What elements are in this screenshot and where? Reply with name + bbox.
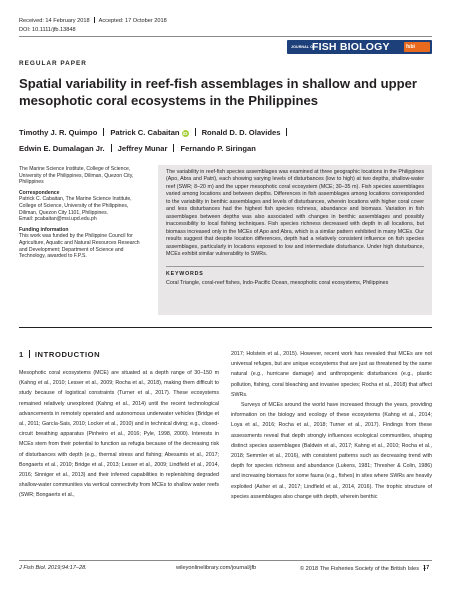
- correspondence-text: Patrick C. Cabaitan, The Marine Science Institute, College of Science, University of the Philippines, Diliman, Quezon City 1101, Philippines.: [19, 196, 132, 216]
- separator: [94, 17, 95, 23]
- author-line-2: [19, 141, 439, 157]
- separator: [286, 128, 287, 136]
- author-name[interactable]: Timothy J. R. Quimpo: [19, 128, 98, 137]
- keywords-divider: [166, 266, 424, 267]
- body-paragraph: Mesophotic coral ecosystems (MCE) are situated at a depth range of 30–150 m (Kahng et al., 2010; Lesser et al., 2009; Rocha et al., 2018), making them difficult to study because of logistical constraints (Turner et al., 2017). These ecosystems remained relatively unexplored (Kahng et al., 2014) until the recent technological advancements in remotely operated and autonomous underwater vehicles (Bridge et al., 2011; García-Sais, 2010; Locker et al., 2010) and in technical diving; e.g., closed-circuit breathing apparatus (Pinheiro et al., 2016; Pyle, 1998, 2000). Interests in MCEs stem from their potential to function as refugia because of the decreasing risk of disturbances with depth (e.g., thermal stress and fishing; Abesamis et al., 2017; Bongaerts et al., 2010; Bridge et al., 2013; Lesser et al., 2009; Lindfield et al., 2014, 2016; Sinniger et al., 2013) and their inferred capabilities in replenishing degraded shallow-water communities via vertical connectivity from MCEs to shallow water reefs (SWR; Bongaerts et al.,: [19, 370, 219, 499]
- correspondence-email[interactable]: Email: pcabaitan@msi.upd.edu.ph: [19, 216, 97, 223]
- keywords-list: Coral Triangle, coral-reef fishes, Indo-Pacific Ocean, mesophotic coral ecosystems, Philippines: [166, 280, 389, 286]
- body-paragraph: 2017; Holstein et al., 2015). However, recent work has revealed that MCEs are not universal refuges, but are unique ecosystems that are just as threatened by the same natural (e.g., hurricane damage) and anthropogenic disturbances (e.g., plastic pollution, fishing, coral bleaching and invasive species; Rocha et al., 2018) that affect SWRs.: [231, 351, 432, 398]
- society-badge-icon: [404, 42, 430, 52]
- paper-type: REGULAR PAPER: [19, 60, 87, 67]
- society-badge-text: fsbi: [406, 44, 415, 50]
- journal-logo-small-text: JOURNAL OF: [291, 45, 316, 49]
- journal-url[interactable]: wileyonlinelibrary.com/journal/jfb: [176, 565, 257, 571]
- section-title: INTRODUCTION: [34, 350, 101, 359]
- affiliation-column: [19, 166, 147, 264]
- correspondence-heading: Correspondence: [19, 189, 60, 196]
- journal-logo-name: FISH BIOLOGY: [312, 41, 390, 53]
- author-line-1: [19, 125, 439, 141]
- section-heading: [19, 350, 100, 359]
- author-name[interactable]: Jeffrey Munar: [117, 144, 168, 153]
- author-name[interactable]: Edwin E. Dumalagan Jr.: [19, 144, 105, 153]
- separator: [29, 350, 30, 358]
- separator: [111, 144, 112, 152]
- abstract-box: [158, 165, 432, 315]
- orcid-icon[interactable]: iD: [182, 131, 188, 136]
- journal-logo[interactable]: [287, 40, 432, 54]
- author-name[interactable]: Ronald D. D. Olavides: [201, 128, 281, 137]
- doi-link[interactable]: DOI: 10.1111/jfb.13848: [19, 27, 76, 33]
- keywords-heading: KEYWORDS: [166, 271, 204, 277]
- page-number: 17: [423, 565, 430, 571]
- author-name[interactable]: Patrick C. Cabaitan: [110, 128, 180, 137]
- copyright-text: © 2018 The Fisheries Society of the British Isles: [300, 566, 420, 572]
- body-paragraph: Surveys of MCEs around the world have increased through the years, providing information on the biology and ecology of these ecosystems (Kahng et al., 2014; Loya et al., 2016; Rocha et al., 2018; Turner et al., 2017). Findings from these assessments reveal that depth strongly influences ecological communities, shaping distinct species assemblages (Baldwin et al., 2017; Kahng et al., 2010; Rocha et al., 2018; Semmler et al., 2016), with consistent patterns such as decreasing trend with depth for species richness and abundance (Lukens, 1981; Thresher & Colin, 1986) and increasing biomass for some fauna (e.g., fishes) in sites where SWRs are heavily exploited (Asher et al., 2017; Lindfield et al., 2014, 2016). The trophic structure of species assemblages also change with depth, wherein benthic: [231, 402, 432, 500]
- institution: The Marine Science Institute, College of Science, University of the Philippines, Diliman, Quezon City, Philippines: [19, 166, 134, 186]
- separator: [103, 128, 104, 136]
- section-number: 1: [19, 350, 24, 359]
- body-column-left: [19, 368, 219, 501]
- author-name[interactable]: Fernando P. Siringan: [180, 144, 256, 153]
- copyright-line: [300, 565, 430, 572]
- funding-text: This work was funded by the Philippine Council for Agriculture, Aquatic and Natural Resources Research and Development; Department of Science and Technology, awarded to F.P.S.: [19, 233, 140, 260]
- section-divider: [19, 327, 432, 328]
- received-dates: [19, 17, 167, 24]
- header-divider: [19, 36, 432, 37]
- journal-citation: J Fish Biol. 2019;94:17–28.: [19, 565, 87, 571]
- accepted-date: Accepted: 17 October 2018: [98, 18, 167, 24]
- body-column-right: [231, 349, 432, 502]
- footer-divider: [19, 560, 432, 561]
- separator: [173, 144, 174, 152]
- article-title: Spatial variability in reef-fish assemblages in shallow and upper mesophotic coral ecosystems in the Philippines: [19, 76, 418, 108]
- received-date: Received: 14 February 2018: [19, 18, 90, 24]
- author-list: [19, 125, 439, 157]
- separator: [195, 128, 196, 136]
- abstract-text: The variability in reef-fish species assemblages was examined at three geographic locations in the Philippines (Apo, Abra and Patri), each showing varying levels of disturbances (low to high) at two depths, shallow-water reef (SWR; 8–20 m) and the upper mesophotic coral ecosystem (MCE; 30–35 m). Fish species assemblages varied among locations and between depths. Differences in fish assemblages among locations corresponded to the variability in benthic assemblages and levels of disturbances, wherein locations with higher coral cover and less disturbances had the highest fish species richness, abundance and biomass. Variation in fish assemblages between depths was also associated with changes in benthic assemblages and possibly inaccessibility to local fishing techniques. Fish species richness decreased with depth in all locations, but biomass increased only in the MCEs of Apo and Abra, which is a similar pattern exhibited in many MCEs. Our results suggest that despite location differences, depth had a relatively consistent influence on fish species assemblages, particularly in locations exposed to low and intermediate disturbance. Under high disturbance, MCEs exhibit similar vulnerability to SWRs.: [166, 169, 424, 257]
- funding-heading: Funding information: [19, 226, 69, 233]
